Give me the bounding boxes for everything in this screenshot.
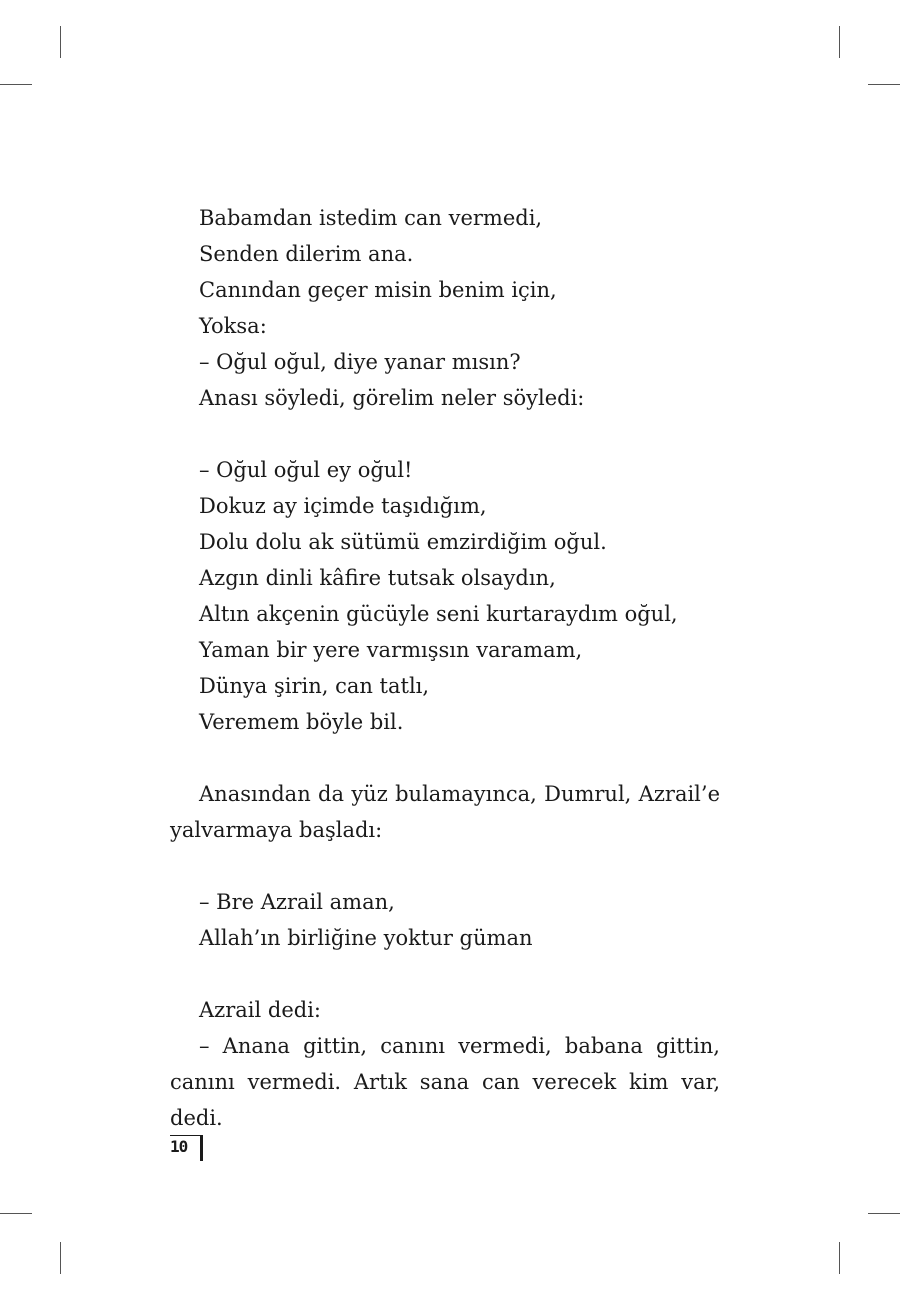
page-number-block bbox=[170, 1135, 206, 1161]
stanza-gap bbox=[170, 740, 720, 776]
verse-line: Altın akçenin gücüyle seni kurtaraydım oğul, bbox=[199, 602, 678, 626]
verse-line: Allah’ın birliğine yoktur güman bbox=[199, 926, 533, 950]
crop-mark-top-right-h bbox=[868, 84, 900, 85]
crop-mark-top-left-h bbox=[0, 84, 32, 85]
verse-line: Yoksa: bbox=[199, 314, 267, 338]
verse-line: – Oğul oğul, diye yanar mısın? bbox=[199, 350, 521, 374]
verse-line: Dolu dolu ak sütümü emzirdiğim oğul. bbox=[199, 530, 607, 554]
crop-mark-bottom-right bbox=[839, 1242, 840, 1274]
crop-mark-bottom-left-h bbox=[0, 1213, 32, 1214]
prose-paragraph: Anasından da yüz bulamayınca, Dumrul, Azrail’e yalvarmaya başladı: bbox=[170, 782, 720, 842]
page-body bbox=[170, 200, 720, 1136]
verse-stanza-2 bbox=[170, 452, 720, 740]
stanza-gap bbox=[170, 416, 720, 452]
crop-mark-bottom-right-h bbox=[868, 1213, 900, 1214]
verse-line: Canından geçer misin benim için, bbox=[199, 278, 557, 302]
verse-line: Dokuz ay içimde taşıdığım, bbox=[199, 494, 487, 518]
verse-line: Veremem böyle bil. bbox=[199, 710, 404, 734]
verse-stanza-3 bbox=[170, 884, 720, 956]
stanza-gap bbox=[170, 848, 720, 884]
page-number-rule bbox=[170, 1135, 202, 1136]
verse-line: – Oğul oğul ey oğul! bbox=[199, 458, 413, 482]
verse-line: Senden dilerim ana. bbox=[199, 242, 414, 266]
prose-paragraph: – Anana gittin, canını vermedi, babana gittin, canını vermedi. Artık sana can verecek kim var, dedi. bbox=[170, 1034, 720, 1130]
verse-line: Anası söyledi, görelim neler söyledi: bbox=[199, 386, 585, 410]
crop-mark-bottom-left bbox=[60, 1242, 61, 1274]
verse-line: Babamdan istedim can vermedi, bbox=[199, 206, 543, 230]
crop-mark-top-left bbox=[60, 26, 61, 58]
page-number: 10 bbox=[170, 1137, 188, 1156]
crop-mark-top-right bbox=[839, 26, 840, 58]
stanza-gap bbox=[170, 956, 720, 992]
verse-line: – Bre Azrail aman, bbox=[199, 890, 395, 914]
verse-line: Dünya şirin, can tatlı, bbox=[199, 674, 430, 698]
verse-stanza-1 bbox=[170, 200, 720, 416]
page-number-bar bbox=[200, 1135, 203, 1161]
verse-line: Yaman bir yere varmışsın varamam, bbox=[199, 638, 583, 662]
verse-line: Azgın dinli kâfire tutsak olsaydın, bbox=[199, 566, 556, 590]
prose-paragraph: Azrail dedi: bbox=[199, 998, 322, 1022]
